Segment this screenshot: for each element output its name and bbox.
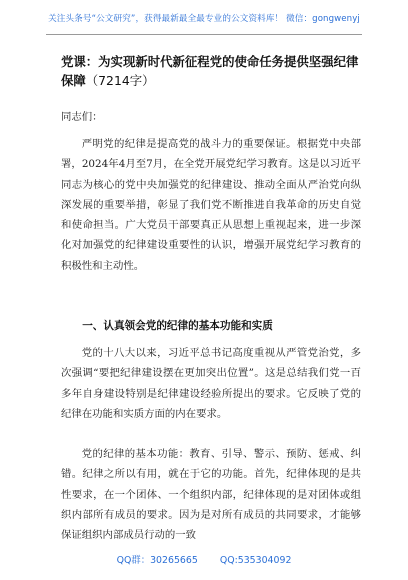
paragraph-body-1: 党的十八大以来，习近平总书记高度重视从严管党治党，多次强调“要把纪律建设摆在更加突出位置”。这是总结我们党一百多年自身建设特别是纪律建设经验所提出的要求。它反映了党的纪律在功能和实质方面的内在要求。 [61,347,361,420]
paragraph-intro: 严明党的纪律是提高党的战斗力的重要保证。根据党中央部署，2024年4月至7月，在全党开展党纪学习教育。这是以习近平同志为核心的党中央加强党的纪律建设、推动全面从严治党向纵深发展的重要举措，彰显了我们党不断推进自我革命的历史自觉和使命担当。广大党员干部要真正从思想上重视起来，进一步深化对加强党的纪律建设重要性的认识，增强开展党纪学习教育的积极性和主动性。 [61,138,361,272]
paragraph-body-2: 党的纪律的基本功能：教育、引导、警示、预防、惩戒、纠错。纪律之所以有用，就在于它的功能。首先，纪律体现的是共性要求，在一个团体、一个组织内部，纪律体现的是对团体或组织内部所有成员的要求。因为是对所有成员的共同要求，才能够保证组织内部成员行动的一致 [61,448,361,542]
document-title [61,52,361,90]
footer-contact [0,552,408,566]
header-divider [46,34,362,35]
title-main: 党课：为实现新时代新征程党的使命任务提供坚强纪律保障 [61,54,359,88]
title-word-count: （7214字） [85,73,155,88]
footer-qq: QQ:535304092 [219,555,292,566]
section-heading: 一、认真领会党的纪律的基本功能和实质 [82,320,273,332]
header-banner: 关注头条号“公文研究”，获得最新最全最专业的公文资料库！ 微信：gongwenyj [48,14,360,24]
footer-qq-group: QQ群：30265665 [116,555,198,566]
salutation: 同志们： [61,111,103,123]
